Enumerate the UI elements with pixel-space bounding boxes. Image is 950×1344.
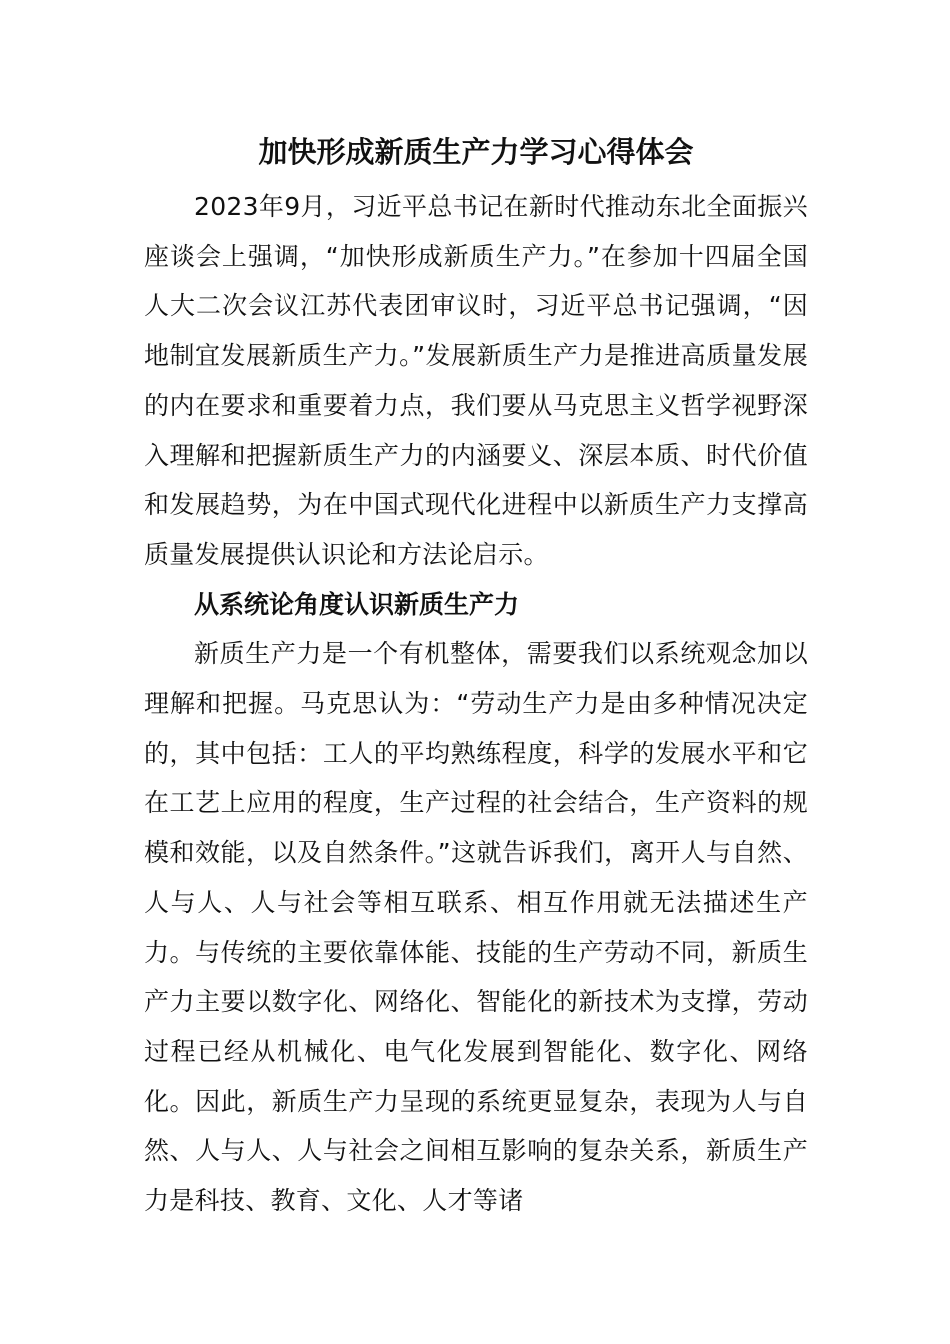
document-title: 加快形成新质生产力学习心得体会 — [258, 135, 694, 169]
paragraph-intro: 2023年9月，习近平总书记在新时代推动东北全面振兴座谈会上强调，“加快形成新质生产力。”在参加十四届全国人大二次会议江苏代表团审议时，习近平总书记强调，“因地制宜发展新质生产力。”发展新质生产力是推进高质量发展的内在要求和重要着力点，我们要从马克思主义哲学视野深入理解和把握新质生产力的内涵要义、深层本质、时代价值和发展趋势，为在中国式现代化进程中以新质生产力支撑高质量发展提供认识论和方法论启示。 — [144, 192, 808, 569]
document-page — [144, 122, 808, 1226]
paragraph-system: 新质生产力是一个有机整体，需要我们以系统观念加以理解和把握。马克思认为：“劳动生产力是由多种情况决定的，其中包括：工人的平均熟练程度，科学的发展水平和它在工艺上应用的程度，生产过程的社会结合，生产资料的规模和效能，以及自然条件。”这就告诉我们，离开人与自然、人与人、人与社会等相互联系、相互作用就无法描述生产力。与传统的主要依靠体能、技能的生产劳动不同，新质生产力主要以数字化、网络化、智能化的新技术为支撑，劳动过程已经从机械化、电气化发展到智能化、数字化、网络化。因此，新质生产力呈现的系统更显复杂，表现为人与自然、人与人、人与社会之间相互影响的复杂关系，新质生产力是科技、教育、文化、人才等诸 — [144, 639, 808, 1216]
section-heading: 从系统论角度认识新质生产力 — [194, 589, 520, 619]
